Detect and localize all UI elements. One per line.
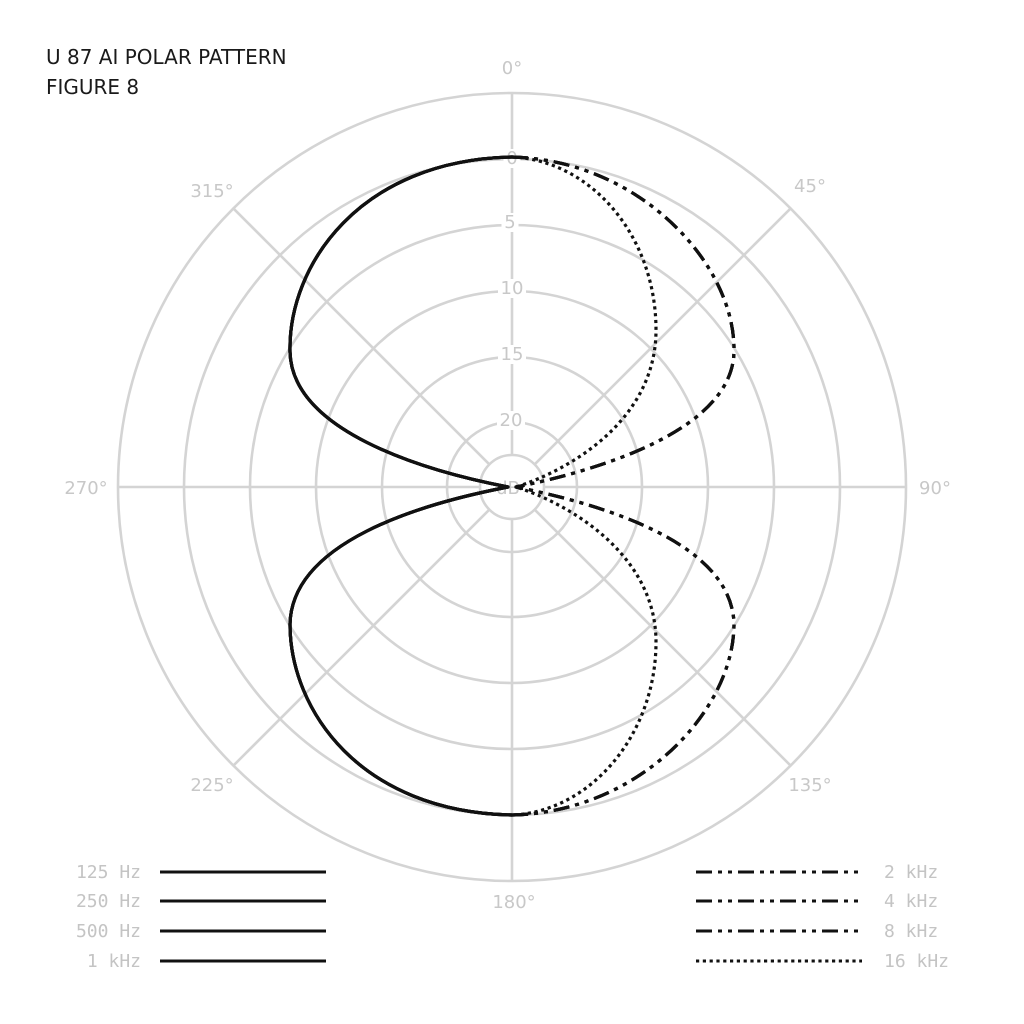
angle-label-180: 180°: [492, 892, 536, 913]
legend-label: 16 kHz: [884, 951, 950, 972]
grid-spoke-225: [233, 510, 488, 765]
angle-label-45: 45°: [794, 176, 826, 197]
angle-label-270: 270°: [64, 478, 108, 499]
angle-label-315: 315°: [190, 181, 234, 202]
angle-label-90: 90°: [919, 478, 951, 499]
chart-title: U 87 AI POLAR PATTERN: [46, 45, 287, 69]
radial-label-20: 20: [499, 410, 523, 431]
legend-label: 4 kHz: [884, 891, 939, 912]
chart-subtitle: FIGURE 8: [46, 75, 140, 99]
radial-label-0: 0: [506, 148, 518, 169]
angle-label-0: 0°: [501, 58, 523, 79]
grid-spoke-135: [535, 510, 790, 765]
legend-label: 8 kHz: [884, 921, 939, 942]
radial-label-15: 15: [500, 344, 524, 365]
legend-label: 500 Hz: [75, 921, 141, 942]
radial-label-dB: dB: [496, 478, 520, 499]
legend-label: 250 Hz: [75, 891, 141, 912]
angle-label-225: 225°: [190, 775, 234, 796]
legend-label: 2 kHz: [884, 862, 939, 883]
radial-label-5: 5: [504, 212, 516, 233]
angle-label-135: 135°: [788, 775, 832, 796]
legend-label: 1 kHz: [86, 951, 141, 972]
legend-label: 125 Hz: [75, 862, 141, 883]
radial-label-10: 10: [500, 278, 524, 299]
grid-spoke-45: [535, 208, 790, 463]
grid-spoke-315: [233, 208, 488, 463]
